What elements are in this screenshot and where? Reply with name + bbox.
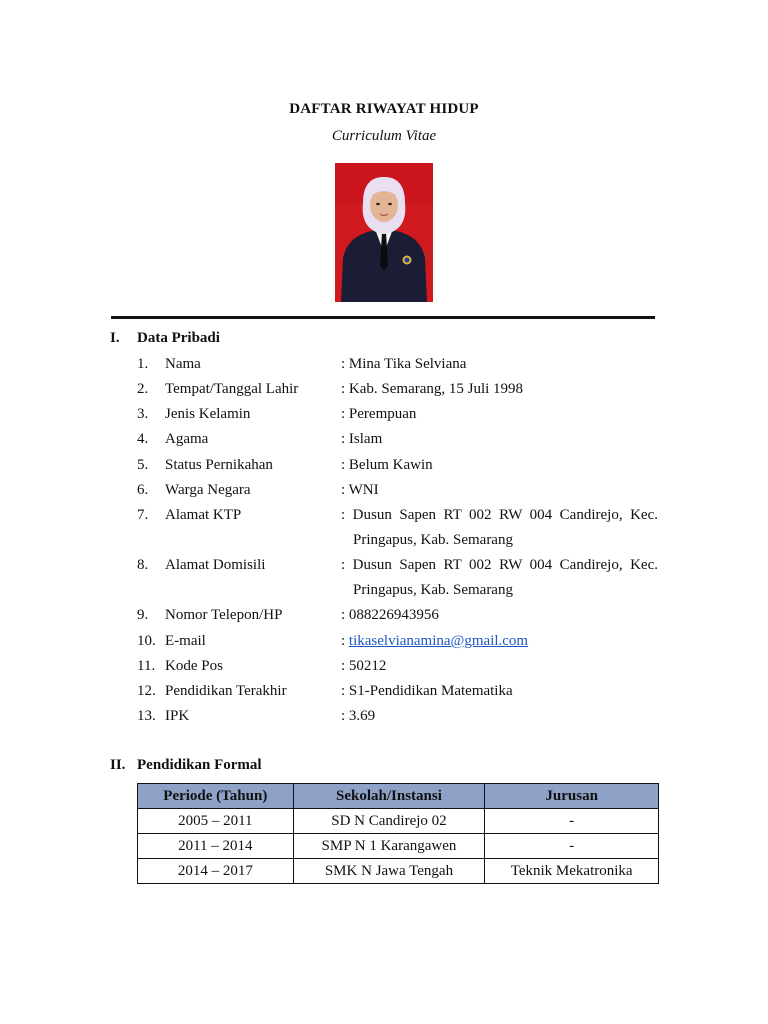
item-number: 9. [137, 607, 149, 623]
column-header-jurusan: Jurusan [485, 784, 659, 809]
item-value: : Perempuan [341, 406, 417, 422]
item-value: : Mina Tika Selviana [341, 356, 467, 372]
list-item [0, 555, 768, 575]
section-number: I. [110, 330, 120, 346]
column-header-periode: Periode (Tahun) [138, 784, 294, 809]
education-table [137, 783, 659, 884]
table-header-row [138, 784, 659, 809]
item-value: : Dusun Sapen RT 002 RW 004 Candirejo, Kec. [341, 557, 658, 573]
email-value [341, 631, 528, 651]
list-item [0, 706, 768, 726]
item-number: 10. [137, 633, 156, 649]
table-cell: - [485, 834, 659, 859]
item-label: Warga Negara [165, 482, 251, 498]
item-label: Jenis Kelamin [165, 406, 251, 422]
item-label: IPK [165, 708, 190, 724]
table-cell: 2005 – 2011 [138, 809, 294, 834]
item-label: Kode Pos [165, 658, 223, 674]
list-item [0, 656, 768, 676]
item-value: : 088226943956 [341, 607, 439, 623]
list-item-continuation [0, 530, 768, 550]
document-title: DAFTAR RIWAYAT HIDUP [289, 101, 479, 117]
item-number: 5. [137, 457, 149, 473]
column-header-sekolah: Sekolah/Instansi [293, 784, 485, 809]
item-number: 12. [137, 683, 156, 699]
section-title: Pendidikan Formal [137, 757, 262, 773]
list-item [0, 455, 768, 475]
list-item [0, 379, 768, 399]
table-cell: Teknik Mekatronika [485, 859, 659, 884]
item-label: Nomor Telepon/HP [165, 607, 283, 623]
item-value: : 50212 [341, 658, 387, 674]
item-value: : Dusun Sapen RT 002 RW 004 Candirejo, Kec. [341, 507, 658, 523]
item-number: 4. [137, 431, 149, 447]
item-label: Agama [165, 431, 209, 447]
item-value-continuation: Pringapus, Kab. Semarang [353, 582, 513, 598]
table-cell: 2011 – 2014 [138, 834, 294, 859]
item-value-continuation: Pringapus, Kab. Semarang [353, 532, 513, 548]
item-label: Tempat/Tanggal Lahir [165, 381, 299, 397]
table-row [138, 809, 659, 834]
section-number: II. [110, 757, 126, 773]
item-number: 6. [137, 482, 149, 498]
table-cell: SMP N 1 Karangawen [293, 834, 485, 859]
item-label: Nama [165, 356, 201, 372]
item-number: 7. [137, 507, 149, 523]
table-row [138, 834, 659, 859]
list-item [0, 354, 768, 374]
item-number: 1. [137, 356, 149, 372]
email-link[interactable]: tikaselvianamina@gmail.com [348, 633, 529, 649]
item-number: 11. [137, 658, 156, 674]
item-value: : Islam [341, 431, 383, 447]
list-item [0, 605, 768, 625]
document-subtitle: Curriculum Vitae [331, 128, 437, 144]
table-cell: SMK N Jawa Tengah [293, 859, 485, 884]
item-value: : 3.69 [341, 708, 376, 724]
item-value: : WNI [341, 482, 379, 498]
table-cell: SD N Candirejo 02 [293, 809, 485, 834]
list-item [0, 429, 768, 449]
table-cell: 2014 – 2017 [138, 859, 294, 884]
item-label: Pendidikan Terakhir [165, 683, 287, 699]
list-item [0, 404, 768, 424]
list-item [0, 480, 768, 500]
item-label: Alamat KTP [165, 507, 242, 523]
item-label: Alamat Domisili [165, 557, 266, 573]
item-value: : S1-Pendidikan Matematika [341, 683, 513, 699]
list-item [0, 505, 768, 525]
table-cell: - [485, 809, 659, 834]
list-item [0, 681, 768, 701]
item-label: Status Pernikahan [165, 457, 273, 473]
list-item [0, 631, 768, 651]
item-value: : Kab. Semarang, 15 Juli 1998 [341, 381, 524, 397]
item-value: : Belum Kawin [341, 457, 433, 473]
list-item-continuation [0, 580, 768, 600]
header-divider [111, 316, 655, 319]
email-prefix: : [341, 633, 349, 649]
table-row [138, 859, 659, 884]
item-number: 8. [137, 557, 149, 573]
profile-photo [335, 163, 433, 302]
item-number: 13. [137, 708, 156, 724]
item-number: 3. [137, 406, 149, 422]
section-title: Data Pribadi [137, 330, 220, 346]
item-label: E-mail [165, 633, 206, 649]
item-number: 2. [137, 381, 149, 397]
